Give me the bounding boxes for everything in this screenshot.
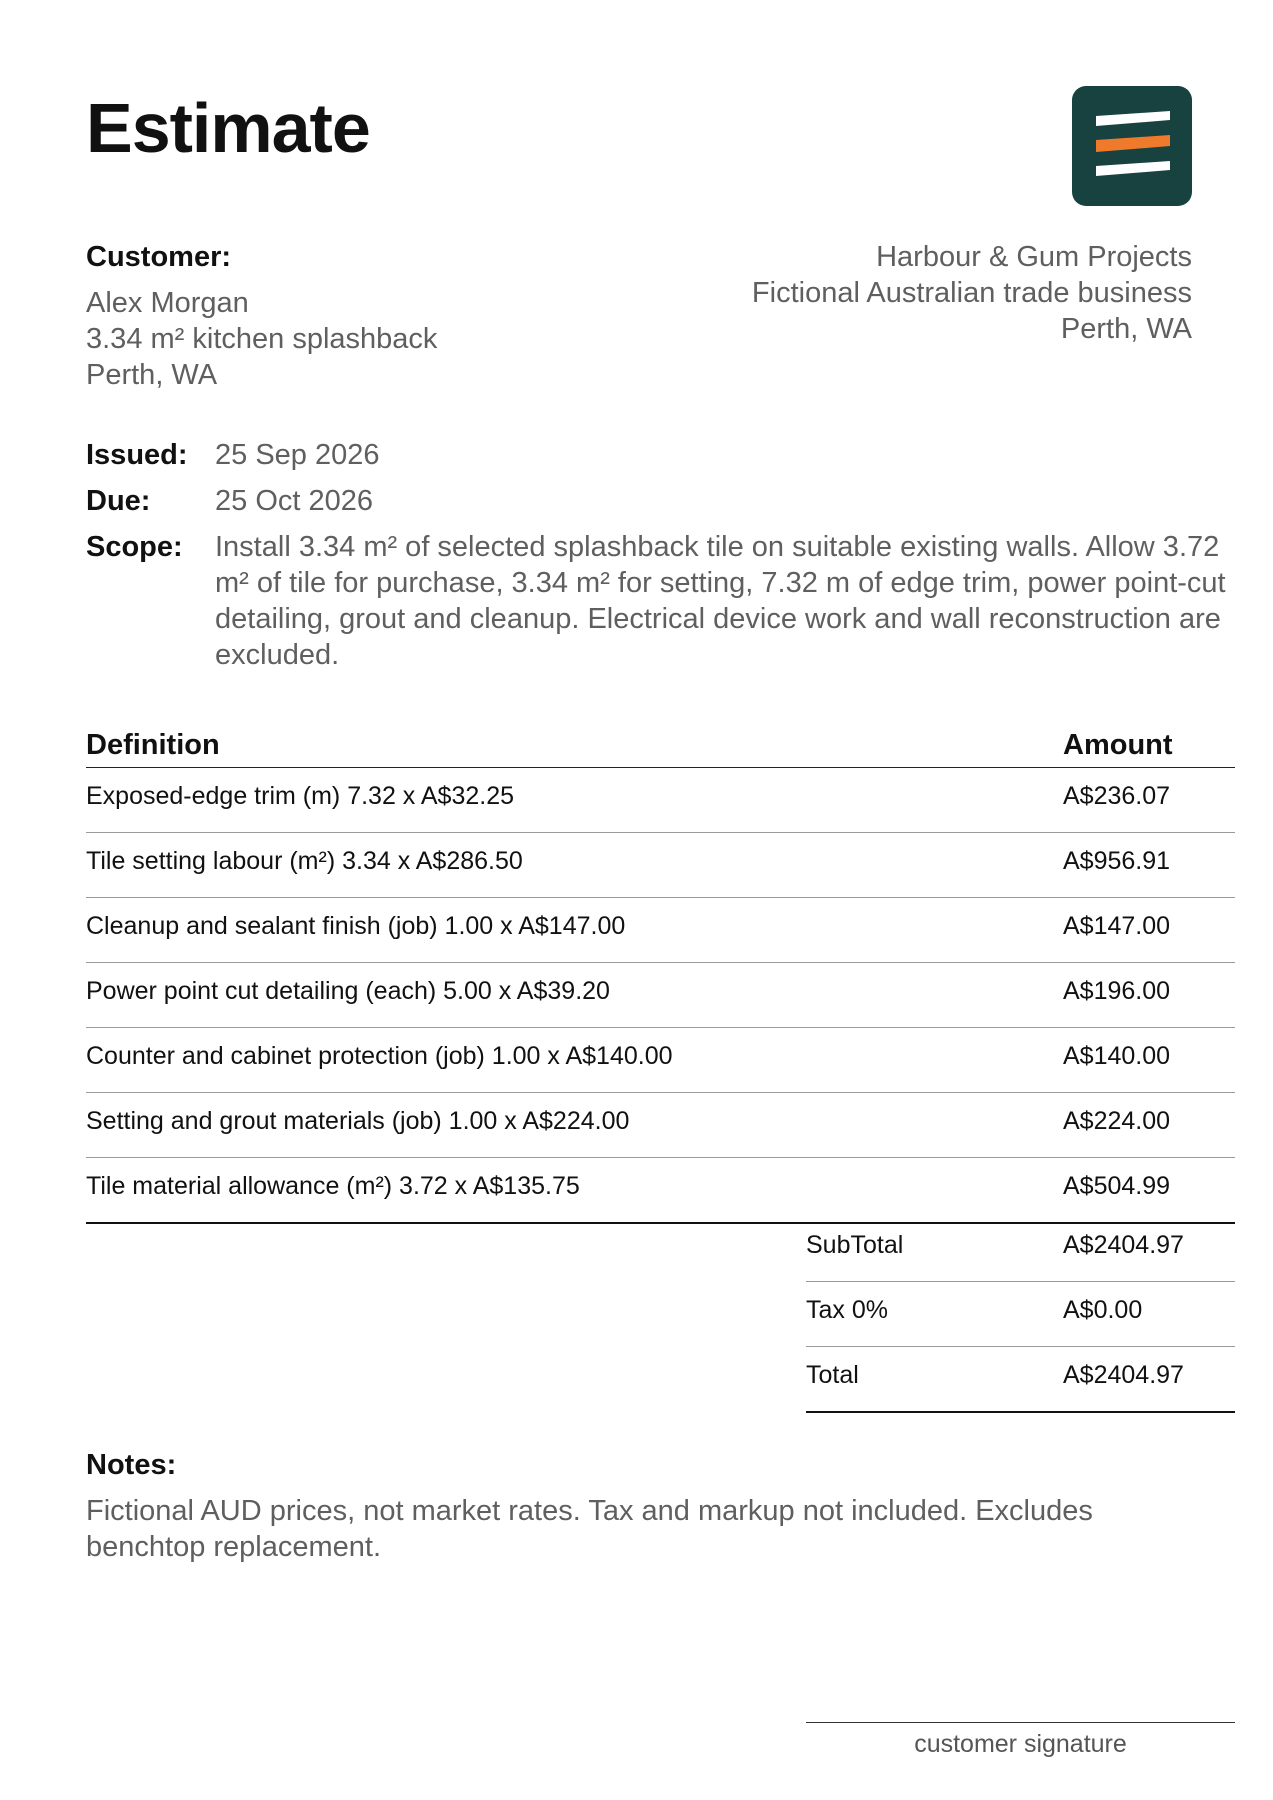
table-row	[86, 898, 1235, 963]
subtotal-value: A$2404.97	[1063, 1231, 1184, 1259]
scope-row	[86, 529, 1246, 679]
tax-label: Tax 0%	[806, 1296, 888, 1324]
row-definition: Setting and grout materials (job) 1.00 x A$224.00	[86, 1107, 630, 1135]
definition-header: Definition	[86, 729, 220, 761]
scope-text: Install 3.34 m² of selected splashback tile on suitable existing walls. Allow 3.72 m² of tile for purchase, 3.34 m² for setting, 7.32 m of edge trim, power point-cut detailing, grout and cleanup. Electrical device work and wall reconstruction are excluded.	[215, 531, 1226, 671]
scope-label: Scope:	[86, 531, 183, 563]
row-amount: A$504.99	[1063, 1172, 1171, 1200]
subtotal-label: SubTotal	[806, 1231, 904, 1259]
table-row	[86, 1158, 1235, 1224]
row-amount: A$196.00	[1063, 977, 1171, 1005]
total-label: Total	[806, 1361, 859, 1389]
subtotal-row	[806, 1217, 1235, 1282]
due-date: 25 Oct 2026	[215, 485, 373, 517]
due-row	[86, 483, 1186, 523]
stacked-tiles-logo-icon	[1072, 86, 1192, 206]
business-description: Fictional Australian trade business	[751, 277, 1192, 309]
notes-text: Fictional AUD prices, not market rates. Tax and markup not included. Excludes benchtop replacement.	[86, 1495, 1093, 1563]
row-amount: A$956.91	[1063, 847, 1171, 875]
business-details	[752, 239, 1192, 347]
table-row	[86, 1028, 1235, 1093]
row-definition: Tile material allowance (m²) 3.72 x A$135.75	[86, 1172, 580, 1200]
issued-date: 25 Sep 2026	[215, 439, 380, 471]
row-definition: Cleanup and sealant finish (job) 1.00 x A$147.00	[86, 912, 626, 940]
row-amount: A$147.00	[1063, 912, 1171, 940]
row-amount: A$140.00	[1063, 1042, 1171, 1070]
signature-label: customer signature	[914, 1730, 1127, 1758]
business-name: Harbour & Gum Projects	[876, 241, 1192, 273]
row-amount: A$224.00	[1063, 1107, 1171, 1135]
due-label: Due:	[86, 485, 151, 517]
notes-label: Notes:	[86, 1449, 177, 1481]
issued-row	[86, 437, 1186, 477]
customer-name: Alex Morgan	[86, 287, 249, 319]
row-amount: A$236.07	[1063, 782, 1171, 810]
row-definition: Power point cut detailing (each) 5.00 x A$39.20	[86, 977, 610, 1005]
table-header	[86, 727, 1235, 768]
business-location: Perth, WA	[1060, 313, 1192, 345]
table-row	[86, 1093, 1235, 1158]
row-definition: Counter and cabinet protection (job) 1.00 x A$140.00	[86, 1042, 673, 1070]
tax-value: A$0.00	[1063, 1296, 1143, 1324]
page-title: Estimate	[86, 89, 370, 167]
issued-label: Issued:	[86, 439, 188, 471]
customer-details	[86, 285, 437, 393]
customer-location: Perth, WA	[86, 359, 218, 391]
amount-header: Amount	[1063, 729, 1173, 761]
customer-project: 3.34 m² kitchen splashback	[86, 323, 438, 355]
table-row	[86, 768, 1235, 833]
signature-line[interactable]	[806, 1722, 1235, 1723]
table-row	[86, 963, 1235, 1028]
table-row	[86, 833, 1235, 898]
row-definition: Exposed-edge trim (m) 7.32 x A$32.25	[86, 782, 515, 810]
total-value: A$2404.97	[1063, 1361, 1184, 1389]
total-row	[806, 1347, 1235, 1413]
row-definition: Tile setting labour (m²) 3.34 x A$286.50	[86, 847, 523, 875]
customer-label: Customer:	[86, 241, 232, 273]
tax-row	[806, 1282, 1235, 1347]
